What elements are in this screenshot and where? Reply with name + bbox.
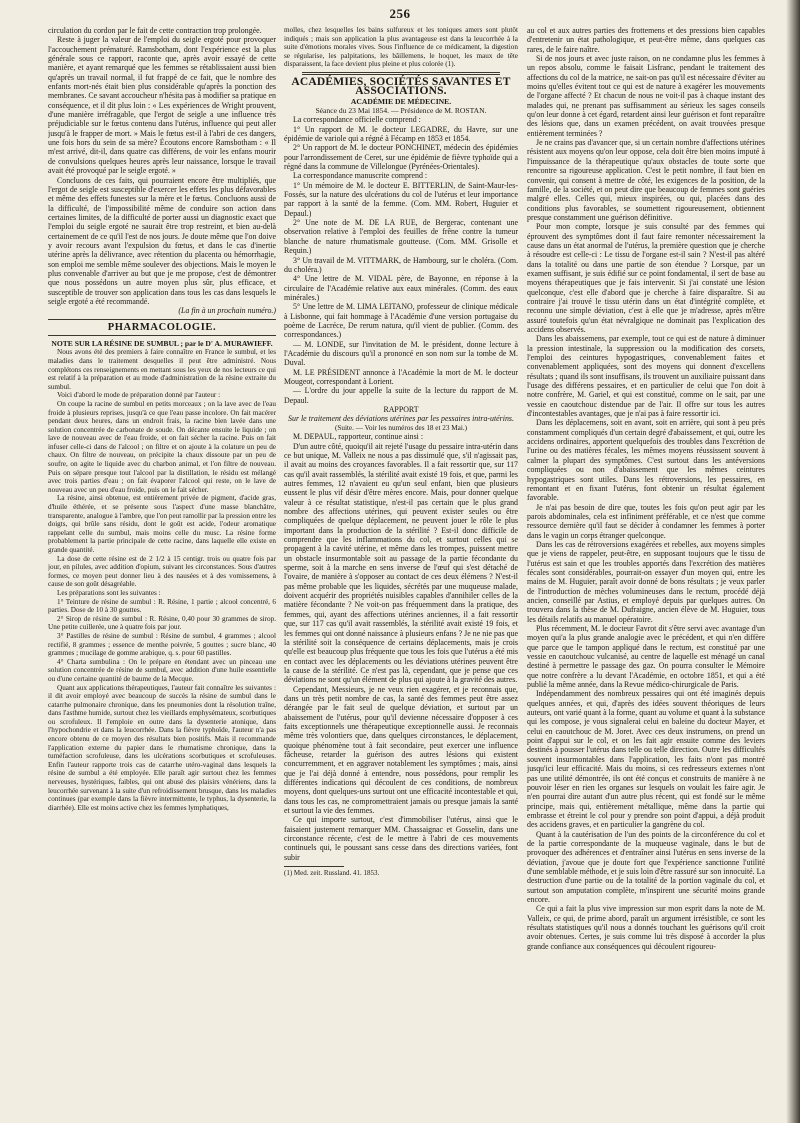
- paragraph: Reste à juger la valeur de l'emploi du seigle ergoté pour provoquer l'accouchement prématuré. Ramsbotham, dont l'expérience est la plus générale sous ce rapport, raconte que, après avoir essayé de cette manière, et ayant remarqué que les femmes se rétablissaient aussi bien qu'après un travail normal, il fut frappé de ce fait, que le nombre des enfants mort-nés était bien plus considérable qu'après la ponction des membranes. Ce savant accoucheur n'hésita pas à modifier sa pratique en conséquence, et il dit plus loin : « Les expériences de Wright prouvent, d'une manière irréfragable, que l'ergot de seigle a une influence très préjudiciable sur le fœtus contenu dans l'utérus, influence qui peut aller jusqu'à le frapper de mort. » Mais le fœtus est-il à l'abri de ces dangers, une fois hors du sein de sa mère? Écoutons encore Ramsbotham : « Il m'est arrivé, dit-il, dans quatre cas différens, de voir les enfans mourir de convulsions quelques heures après leur naissance, lorsque le travail avait été provoqué par le seigle ergoté. »: [48, 35, 276, 176]
- paragraph: La correspondance manuscrite comprend :: [293, 171, 428, 181]
- footnote: (1) Med. zeit. Russland. 41. 1853.: [284, 869, 380, 878]
- paragraph: Voici d'abord le mode de préparation donné par l'auteur :: [57, 391, 221, 400]
- paragraph: La dose de cette résine est de 2 1/2 à 15 centigr. trois ou quatre fois par jour, en pilules, avec addition d'opium, suivant les circonstances. Sous d'autres formes, ce moyen peut donner lieu à des nausées et à des vomissemens, à cause de son goût désagréable.: [48, 554, 276, 589]
- paragraph: On coupe la racine de sumbul en petits morceaux ; on la lave avec de l'eau froide à plusieurs reprises, jusqu'à ce que l'eau passe incolore. On fait macérer pendant deux heures, dans un endroit frais, la racine bien lavée dans une solution concentrée de carbonate de soude. On décante ensuite le liquide ; on lave de nouveau avec de l'eau froide, et on fait sécher la racine. Puis on fait infuser celle-ci dans de l'alcool ; on filtre et on ajoute à la colature un peu de chaux. On filtre de nouveau, on précipite la chaux dissoute par un peu de soufre, on agite le liquide avec du charbon animal, et l'on filtre de nouveau. Puis on sépare presque tout l'alcool par la distillation, le résidu est mélangé avec trois parties d'eau ; on fait évaporer l'alcool qui reste, on le lave de nouveau avec un peu d'eau froide, puis on le fait sécher.: [48, 399, 276, 494]
- column-middle: [284, 26, 518, 1118]
- academy-name: ACADÉMIE DE MÉDECINE.: [350, 96, 452, 106]
- paragraph: Ce qui a fait la plus vive impression sur mon esprit dans la note de M. Valleix, ce qui, de prime abord, paraît un argument irrésistible, ce sont les résultats statistiques qu'il nous a donnés touchant les guérisons qu'il croit avoir obtenues. Certes, je suis comme lui très disposé à accorder la plus grande confiance aux conséquences qui découlent rigoureu-: [527, 904, 765, 951]
- page-binding-shadow: [786, 0, 800, 1123]
- article-title: NOTE SUR LA RÉSINE DE SUMBUL ; par le D' A. MURAWIEFF.: [51, 339, 273, 348]
- paragraph: molles, chez lesquelles les bains sulfureux et les toniques amers sont plutôt indiqués ; mais son application la plus avantageuse est dans la leucorrhée à la suite d'émotions morales vives. Sous l'influence de ce médicament, la digestion se régularise, les palpitations, les bâillemens, le hoquet, les maux de tête disparaissent, la face devient plus pleine et plus colorée (1).: [284, 26, 518, 69]
- paragraph: Plus récemment, M. le docteur Favrot dit s'être servi avec avantage d'un moyen qui'a la plus grande analogie avec le précédent, et qui n'en diffère que parce que le tampon appliqué dans le rectum, est constitué par une vessie en caoutchouc vulcanisé, au centre de laquelle est ménagé un canal destiné à permettre le passage des gaz. On pourra consulter le Mémoire que notre confrère a lu devant l'Académie, en octobre 1851, et qui a été publié la même année, dans la Revue médico-chirurgicale de Paris.: [527, 624, 765, 690]
- paragraph: Dans les abaissemens, par exemple, tout ce qui est de nature à diminuer la pression intestinale, la suppression ou la modification des corsets, l'emploi des ceintures hypogastriques, convenablement faites et convenablement appliquées, sont des moyens qui donnent d'excellens résultats ; quand ils sont insuffisans, ils trouvent un auxiliaire puissant dans l'usage des différens pessaires, et en particulier de celui que l'on doit à notre confrère, M. Gariel, et qui est constitué, comme on le sait, par une vessie en caoutchouc distendue par de l'air. Il offre sur tous les autres d'incontestables avantages, que je n'ai pas à faire ressortir ici.: [527, 334, 765, 419]
- divider: [302, 72, 500, 75]
- page-number: 256: [389, 6, 411, 21]
- paragraph: La correspondance officielle comprend :: [293, 115, 421, 125]
- paragraph: Ce qui importe surtout, c'est d'immobiliser l'utérus, ainsi que le faisaient justement remarquer MM. Chassaignac et Gosselin, dans une circonstance récente, c'est de le mettre à l'abri de ces mouvements continuels qui, le poussant sans cesse dans des directions variées, font subir: [284, 815, 518, 862]
- divider: [48, 319, 276, 320]
- section-title-pharmacologie: PHARMACOLOGIE.: [107, 321, 217, 333]
- paragraph: 4° Charta sumbulina : On le prépare en étendant avec un pinceau une solution concentrée de résine de sumbul, avec addition d'une huile essentielle ou d'une certaine quantité de baume de la Mecque.: [48, 657, 276, 683]
- rapport-title: RAPPORT: [383, 405, 419, 414]
- paragraph: circulation du cordon par le fait de cette contraction trop prolongée.: [48, 26, 262, 35]
- paragraph: Indépendamment des nombreux pessaires qui ont été imaginés depuis quelques années, et qui, d'après des idées souvent théoriques de leurs auteurs, ont varié quant à la forme, quant au volume et quant à la substance qui les compose, je vous signalerai celui en baleine du docteur Mayer, et celui en caoutchouc de M. Joret. Avec ces deux instrumens, on prend un point d'appui sur le col, et on les fait agir ensuite comme des leviers destinés à pousser l'utérus dans telle ou telle direction. Outre les difficultés souvent insurmontables dans l'application, les faits n'ont pas montré jusqu'ici leur efficacité. Mais du moins, si ces redresseurs externes n'ont pas une utilité démontrée, ils ont été conçus et construits de manière à ne pouvoir léser en rien les organes sur lesquels on voulait les faire agir. Je n'en pourrai dire autant d'un autre plus récent, qui est fondé sur le même principe, mais qui, entièrement métallique, même dans la partie qui embrasse et étreint le col pour y prendre son point d'appui, a déjà produit des accidens graves, et en particulier la gangrène du col.: [527, 689, 765, 830]
- paragraph: Concluons de ces faits, qui pourraient encore être multipliés, que l'ergot de seigle est susceptible d'exercer les effets les plus défavorables et même des effets funestes sur la mère et le fœtus. Concluons aussi de la difficulté, de l'impossibilité même de conduire son action dans certaines limites, de la difficulté de porter aussi un diagnostic exact que l'emploi du seigle ergoté ne saurait être trop restreint, et bien au-delà certainement de ce qu'il l'est de nos jours. Je doute même que l'on doive y avoir recours avant l'expulsion du fœtus, et dans le cas d'inertie utérine après la délivrance, avec rétention du placenta ou hémorrhagie, son emploi me semble même soulever des objections. Mais le moyen le plus convenable d'arriver au but que je me propose, c'est de démontrer que nous possédons un autre moyen plus sûr, plus efficace, et susceptible de trouver son application dans tous les cas dans lesquels le seigle ergoté a été recommandé.: [48, 175, 276, 306]
- paragraph: 5° Une lettre de M. LIMA LEITANO, professeur de clinique médicale à Lisbonne, qui fait hommage à l'Académie d'une version portugaise du poème de Lacréce, De rerum natura, qu'il vient de publier. (Comm. des correspondances.): [284, 302, 518, 340]
- footnote-divider: [284, 866, 344, 867]
- rapport-note: (Suite. — Voir les numéros des 18 et 23 Mai.): [334, 423, 468, 432]
- paragraph: — M. LONDE, sur l'invitation de M. le président, donne lecture à l'Académie du discours qu'il a prononcé en son nom sur la tombe de M. Duval.: [284, 339, 518, 368]
- paragraph: Je n'ai pas besoin de dire que, toutes les fois qu'on peut agir par les parois abdominales, cela est infiniment préférable, et ce n'est que comme ressource dernière qu'il faut se décider à condamner les femmes à porter dans le vagin un corps étranger quelconque.: [527, 502, 765, 540]
- paragraph: M. DEPAUL, rapporteur, continue ainsi :: [293, 432, 424, 442]
- paragraph: 2° Sirop de résine de sumbul : R. Résine, 0,40 pour 30 grammes de sirop. Une petite cuillerée, une à quatre fois par jour.: [48, 614, 276, 632]
- paragraph: Pour mon compte, lorsque je suis consulté par des femmes qui éprouvent des symptômes dont il faut faire remonter nécessairement la cause dans un état anormal de l'utérus, la première question que je cherche à résoudre est celle-ci : Le tissu de l'organe est-il sain ? N'est-il pas altéré dans la totalité ou dans une partie de son étendue ? Lorsque, par un examen suffisant, je suis édifié sur ce point fondamental, il sert de base au moyens thérapeutiques que je fais intervenir. Si j'ai constaté une lésion quelconque, c'est elle d'abord que je cherche à faire disparaître. Si au contraire j'ai trouvé le tissu utérin dans un état d'intégrité complète, et reconnu une simple déviation, c'est à elle que je m'adresse, après m'être assuré toutefois qu'un état névralgique ne dominait pas l'explication des accidens observés.: [527, 222, 765, 334]
- paragraph: 2° Une note de M. DE LA RUE, de Bergerac, contenant une observation relative à l'emploi des feuilles de frêne contre la tumeur blanche de nature rhumatismale goutteuse. (Com. MM. Grisolle et Requin.): [284, 218, 518, 256]
- paragraph: Dans les cas de rétroversions exagérées et rebelles, aux moyens simples que je viens de rappeler, peut-être, en supposant toujours que le tissu de l'utérus est sain et que les troubles apportés dans l'excrétion des matières fécales sont considérables, pourrait-on essayer d'un moyen qui, entre les mains de M. Huguier, paraît avoir donné de bons résultats ; je veux parler de l'introduction de mèches volumineuses dans le rectum, procédé déjà ancien, conseillé par Astius, et employé depuis par quelques autres. On trouvera dans la thèse de M. Dufraigne, ancien élève de M. Huguier, tous les détails relatifs au manuel opératoire.: [527, 539, 765, 624]
- paragraph: 1° Un mémoire de M. le docteur E. BITTERLIN, de Saint-Maur-les-Fossés, sur la nature des ulcérations du col de l'utérus et leur importance par rapport à la santé de la femme. (Com. MM. Robert, Huguier et Depaul.): [284, 180, 518, 218]
- section-title-academies: ACADÉMIES, SOCIÉTÉS SAVANTES ET ASSOCIATIONS.: [291, 75, 511, 98]
- paragraph: 3° Pastilles de résine de sumbul : Résine de sumbul, 4 grammes ; alcool rectifié, 8 grammes ; essence de menthe poivrée, 5 gouttes ; sucre blanc, 40 grammes ; mucilage de gomme arabique, q. s. pour 60 pastilles.: [48, 631, 276, 658]
- session-line: Séance du 23 Mai 1854. — Présidence de M. ROSTAN.: [315, 106, 487, 115]
- paragraph: Si de nos jours et avec juste raison, on ne condamne plus les femmes à un repos absolu, comme le faisait Lisfranc, pendant le traitement des affections du col de la matrice, ne sait-on pas qu'il est nécessaire d'éviter au moins qu'elles évitent tout ce qui est de nature à exagérer les mouvements de l'organe affecté ? Et chacun de nous ne voit-il pas à chaque instant des malades qui, ne prenant pas suffisamment au sérieux les sages conseils qu'on leur donne à cet égard, retardent ainsi leur guérison et font reparaître des lésions que, dans un examen précédent, on avait trouvées presque entièrement terminées ?: [527, 54, 765, 138]
- paragraph: 2° Un rapport de M. le docteur PONCHINET, médecin des épidémies pour l'arrondissement de Ceret, sur une épidémie de fièvre typhoïde qui a régné dans la commune de Villelongue (Pyrénées-Orientales).: [284, 143, 518, 172]
- continued-note: (La fin à un prochain numéro.): [178, 306, 276, 316]
- column-left: [48, 26, 276, 1118]
- paragraph: — L'ordre du jour appelle la suite de la lecture du rapport de M. Depaul.: [284, 386, 518, 405]
- paragraph: Dans les déplacemens, soit en avant, soit en arrière, qui sont à peu près constamment compliqués d'un certain degré d'abaissement, et qui, outre les accidens ordinaires, apportent quelquefois des troubles dans l'excrétion de l'urine ou des matières fécales, les mêmes moyens réussissent souvent à calmer la plupart des symptômes. C'est surtout dans les antéversions compliquées ou non d'abaissement que les mêmes ceintures hypogastriques sont utiles. Dans les rétroversions, les pessaires, en remontant et en fixant l'utérus, font obtenir un résultat également favorable.: [527, 418, 765, 503]
- paragraph: Les préparations sont les suivantes :: [57, 588, 161, 597]
- paragraph: 4° Une lettre de M. VIDAL père, de Bayonne, en réponse à la circulaire de l'Académie relative aux eaux minérales. (Comm. des eaux minérales.): [284, 274, 518, 302]
- column-right: [527, 26, 765, 1118]
- divider: [48, 335, 276, 336]
- paragraph: Cependant, Messieurs, je ne veux rien exagérer, et je reconnais que, dans un très petit nombre de cas, la santé des femmes peut être assez dérangée par le fait seul de quelque déviation, et surtout par un abaissement de l'utérus, pour qu'il devienne nécessaire d'opposer à ces faits exceptionnels une thérapeutique exceptionnelle aussi. Je reconnais même très volontiers que, dans quelques circonstances, le déplacement, quoique phénomène tout à fait secondaire, peut exercer une influence fâcheuse, retarder la guérison des autres lésions qui existent concurremment, et en aggraver notablement les symptômes ; mais, ainsi que je l'ai déjà donné à entendre, nous possédons, pour remplir les différentes indications qui découlent de ces conditions, de nombreux moyens, dont quelques-uns surtout ont une efficacité incontestable et qui, dans tous les cas, ne compromettraient jamais ou presque jamais la santé et surtout la vie des femmes.: [284, 684, 518, 816]
- paragraph: Quant à la cautérisation de l'un des points de la circonférence du col et de la partie correspondante de la muqueuse vaginale, dans le but de provoquer des adhérences et d'entraîner ainsi l'utérus en sens inverse de la déviation, j'avoue que je doute fort que l'expérience sanctionne l'utilité d'une semblable méthode, et je suis loin d'être rassuré sur son innocuité. La destruction d'une partie ou de la totalité de la portion vaginale du col, et surtout son amputation complète, m'inspirent une sécurité moins grande encore.: [527, 829, 765, 904]
- paragraph: Nous avons été des premiers à faire connaître en France le sumbul, et les maladies dans le traitement desquelles il peut être administré. Nous complétons ces renseignements en mettant sous les yeux de nos lecteurs ce qui est relatif à la préparation et au mode d'administration de la résine extraite du sumbul.: [48, 348, 276, 391]
- paragraph: M. LE PRÉSIDENT annonce à l'Académie la mort de M. le docteur Mougeot, correspondant à Lorient.: [284, 367, 518, 386]
- paragraph: Quant aux applications thérapeutiques, l'auteur fait connaître les suivantes : il dit avoir employé avec beaucoup de succès la résine de sumbul dans le catarrhe pulmonaire chronique, dans les pneumonies dont la résolution traîne, dans l'asthme humide, surtout chez les vieillards emphysémateux, scorbutiques ou scrofuleux. Il l'emploie en outre dans la dysenterie atonique, dans l'hypochondrie et dans la leucorrhée. Dans la fièvre typhoïde, l'auteur n'a pas encore obtenu de ce moyen des résultats bien positifs. Mais il recommande l'application externe du papier dans le rhumatisme chronique, dans la tuméfaction scrofuleuse, dans les ulcérations scorbutiques et scrofuleuses. Enfin l'auteur rapporte trois cas de catarrhe utéro-vaginal dans lesquels la résine de sumbul a été employée. Elle paraît agir surtout chez les femmes nerveuses, hystériques, faibles, qui ont abusé des plaisirs vénériens, dans la leucorrhée survenant à la suite d'un refroidissement brusque, dans les maladies continues (par exemple dans la fièvre intermittente, le typhus, la dysenterie, la diarrhée). Elle est moins active chez les femmes lymphatiques,: [48, 683, 276, 812]
- paragraph: La résine, ainsi obtenue, est entièrement privée de pigment, d'acide gras, d'huile éthérée, et se présente sous l'aspect d'une masse blanchâtre, transparente, analogue à l'ambre, que l'on peut ramollir par la pression entre les doigts, qui brûle sans résidu, dont le goût est acide, l'odeur aromatique rappelant celle du sumbul, mais moins celle du musc. La résine forme probablement la partie principale de cette racine, dans laquelle elle existe en grande quantité.: [48, 494, 276, 554]
- paragraph: 1° Teinture de résine de sumbul : R. Résine, 1 partie ; alcool concentré, 6 parties. Dose de 10 à 30 gouttes.: [48, 597, 276, 615]
- paragraph: D'un autre côté, quoiqu'il ait rejeté l'usage du pessaire intra-utérin dans ce but unique, M. Valleix ne nous a pas dissimulé que, s'il n'agissait pas, il avait au moins des croyances favorables. Il a fait ressortir que, sur 117 cas qu'il avait rassemblés, la stérilité avait existé 19 fois, et que, parmi les autres femmes, 12 n'avaient eu qu'un seul enfant, bien que plusieurs eussent le plus vif désir d'être mères encore. Mais, pour donner quelque valeur à ce résultat statistique, n'est-il pas certain que le plus grand nombre des affections utérines, qui peuvent exister seules ou être compliquées de quelque déplacement, ne peuvent jouer le rôle le plus important dans la production de la stérilité ? Est-il donc difficile de comprendre que les inflammations du col, et surtout celles qui se propagent à la cavité utérine, et même dans les trompes, puissent mettre un obstacle insurmontable soit au passage de la partie fécondante du sperme, soit à la marche en sens inverse de l'œuf qui s'est détaché de l'ovaire, de manière à s'opposer au contact de ces deux élémens ? N'est-il pas même probable que les liquides, sécrétés par une muqueuse malade, doivent acquérir des propriétés nuisibles capables d'annihiler celles de la matière fécondante ? Ne voit-on pas fréquemment dans la pratique, des femmes, qui, ayant des affections utérines anciennes, il a fait ressortir que, sur 117 cas qu'il avait rassemblés, la stérilité avait existé 19 fois, et les femmes qui ont donné naissance à plusieurs enfans ? Je ne nie pas que la stérilité soit la conséquence de certains déplacements, mais je crois qu'elle est beaucoup plus fréquente que tous les fois que l'utérus a été mis en contact avec les déplacements ou les déviations utérines peuvent être la cause de la stérilité. Ce n'est pas là, cependant, que je pense que ces déviations ne sont qu'un élément de plus qui ajoute à la gravité des autres.: [284, 441, 518, 685]
- paragraph: 1° Un rapport de M. le docteur LEGADRE, du Havre, sur une épidémie de variole qui a régné à Fécamp en 1853 et 1854.: [284, 124, 518, 144]
- paragraph: Je ne crains pas d'avancer que, si un certain nombre d'affections utérines résistent aux moyens qu'on leur oppose, cela doit être bien moins imputé à l'impuissance de la thérapeutique qu'aux obstacles de toute sorte que rencontre sa rigoureuse application. C'est le petit nombre, il faut bien en convenir, qui consent à mettre de côté, les exigences de la position, de la famille, de la société, et on peut dire que beaucoup de femmes sont guéries malgré elles. Celles qui, mieux inspirées, ou qui, placées dans des conditions plus favorables, se soumettent rigoureusement, obtiennent presque constamment une guérison définitive.: [527, 138, 765, 222]
- paragraph: au col et aux autres parties des frottemens et des pressions bien capables d'entretenir un état pathologique, et peut-être même, dans quelques cas rares, de le faire naître.: [527, 26, 765, 54]
- rapport-subject: Sur le traitement des déviations utérines par les pessaires intra-utérins.: [288, 414, 514, 424]
- paragraph: 3° Un travail de M. VITTMARK, de Hambourg, sur le choléra. (Com. du choléra.): [284, 255, 518, 274]
